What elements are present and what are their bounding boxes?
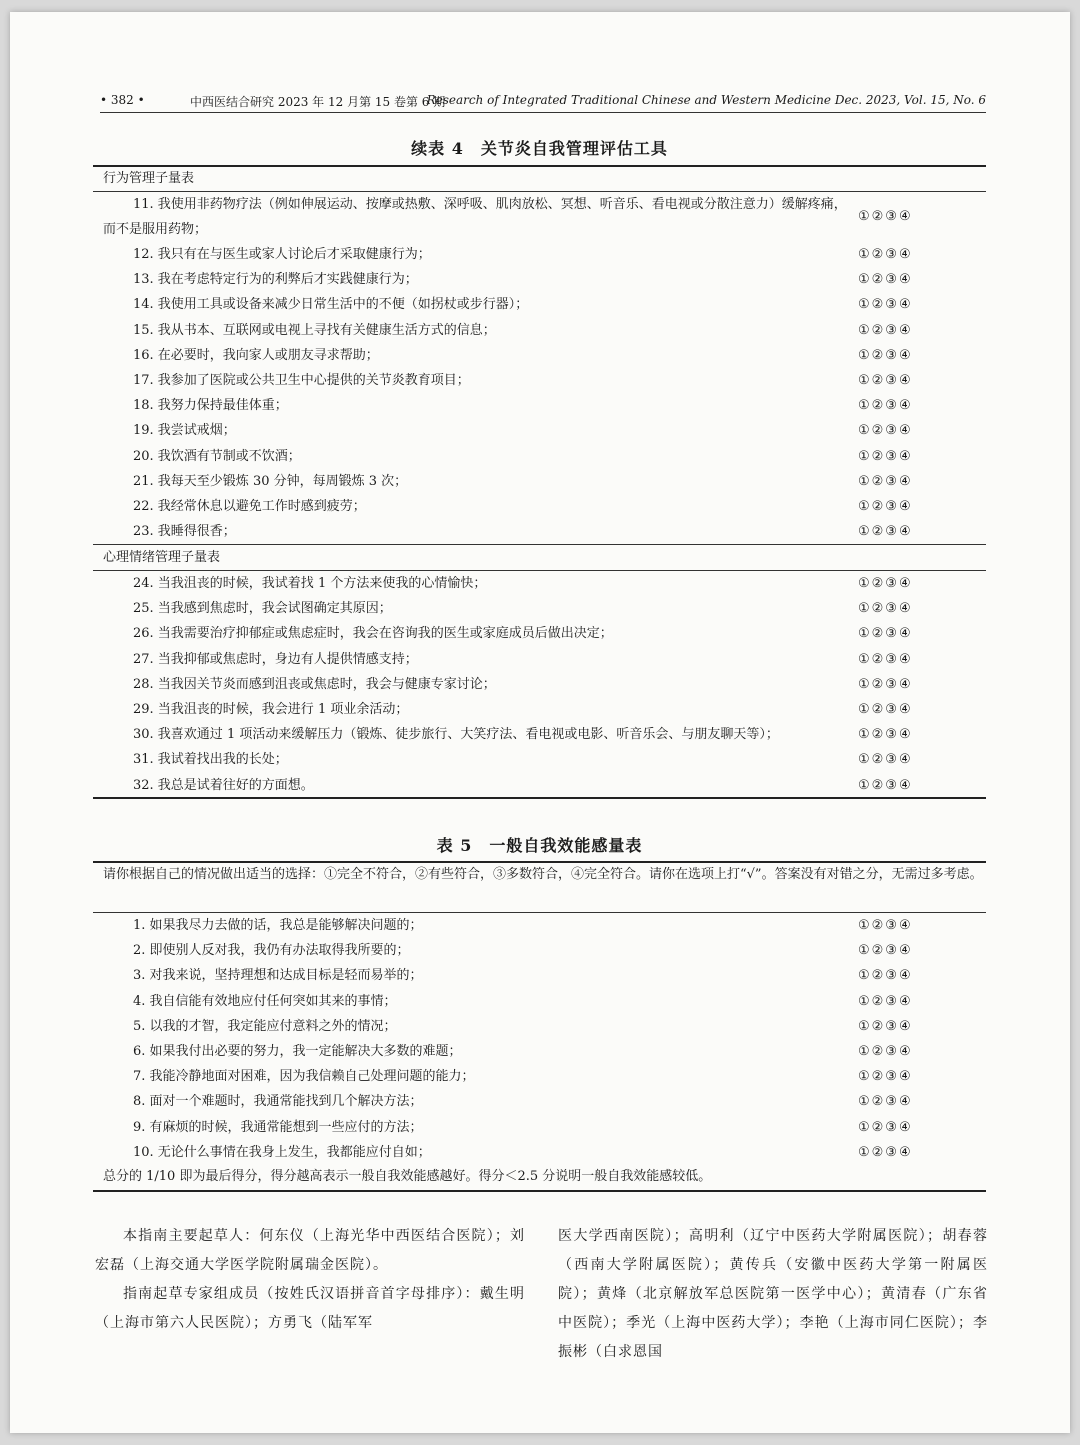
table5-item-options: ①②③④	[858, 1119, 913, 1135]
table4-item-row	[93, 722, 986, 747]
table5-instruction: 请你根据自己的情况做出适当的选择：①完全不符合，②有些符合，③多数符合，④完全符合。请你在选项上打“√”。答案没有对错之分，无需过多考虑。	[103, 867, 983, 882]
table4-item-11-options: ①②③④	[858, 209, 913, 224]
table4-item-options: ①②③④	[858, 576, 913, 591]
table5-item-row	[93, 989, 986, 1014]
table4-item-row	[93, 292, 986, 317]
table5-item-row	[93, 913, 986, 938]
table4-item-row	[93, 571, 986, 596]
table4-item-question: 22. 我经常休息以避免工作时感到疲劳；	[133, 499, 366, 514]
table4-item-row	[93, 242, 986, 267]
table4-item-question: 32. 我总是试着往好的方面想。	[133, 777, 314, 793]
body-paragraph-experts: 指南起草专家组成员（按姓氏汉语拼音首字母排序）：戴生明（上海市第六人民医院）；方勇飞（陆军军	[95, 1286, 525, 1331]
table5-footnote: 总分的 1/10 即为最后得分，得分越高表示一般自我效能感越好。得分＜2.5 分说明一般自我效能感较低。	[103, 1169, 712, 1184]
table5-item-question: 3. 对我来说，坚持理想和达成目标是轻而易举的；	[133, 968, 423, 984]
table5-item-row	[93, 1115, 986, 1140]
table4-item-question: 30. 我喜欢通过 1 项活动来缓解压力（锻炼、徒步旅行、大笑疗法、看电视或电影、听音乐会、与朋友聊天等）；	[133, 727, 779, 743]
page-number: • 382 •	[100, 93, 145, 107]
table5-item-options: ①②③④	[858, 1144, 913, 1160]
table4-item-options: ①②③④	[858, 297, 913, 313]
table4-item-row	[93, 494, 986, 519]
table4-item-options: ①②③④	[858, 676, 913, 692]
table4-item-options: ①②③④	[858, 601, 913, 617]
table5-item-options: ①②③④	[858, 1069, 913, 1085]
table5-item-options: ①②③④	[858, 1044, 913, 1059]
table4-item-row	[93, 444, 986, 469]
table4-item-options: ①②③④	[858, 322, 913, 338]
table5-item-row	[93, 1089, 986, 1114]
table4-title: 续表 4 关节炎自我管理评估工具	[411, 139, 668, 158]
table5-item-row	[93, 1140, 986, 1165]
table4-item-options: ①②③④	[858, 247, 913, 262]
table4-bottom-rule	[93, 797, 986, 799]
table4-item-question: 31. 我试着找出我的长处；	[133, 752, 288, 768]
table4-item-question: 26. 当我需要治疗抑郁症或焦虑症时，我会在咨询我的医生或家庭成员后做出决定；	[133, 626, 613, 642]
table5-item-question: 2. 即使别人反对我，我仍有办法取得我所要的；	[133, 943, 410, 959]
table4-item-row	[93, 596, 986, 621]
table5-item-question: 5. 以我的才智，我定能应付意料之外的情况；	[133, 1018, 397, 1034]
table4-item-options: ①②③④	[858, 398, 913, 414]
table4-item-question: 14. 我使用工具或设备来减少日常生活中的不便（如拐杖或步行器）；	[133, 297, 529, 313]
table5-item-options: ①②③④	[858, 918, 913, 933]
table4-item-row	[93, 368, 986, 393]
table4-item-options: ①②③④	[858, 373, 913, 388]
table4-item-options: ①②③④	[858, 423, 913, 439]
table4-top-rule	[93, 165, 986, 167]
table4-item-question: 25. 当我感到焦虑时，我会试图确定其原因；	[133, 601, 392, 617]
table4-item-question: 16. 在必要时，我向家人或朋友寻求帮助；	[133, 347, 379, 363]
table5-item-options: ①②③④	[858, 943, 913, 959]
table5-item-row	[93, 1064, 986, 1089]
table4-section-rule-2	[93, 544, 986, 545]
table5-item-options: ①②③④	[858, 1094, 913, 1110]
table4-item-question: 19. 我尝试戒烟；	[133, 423, 236, 439]
table4-item-11: 11. 我使用非药物疗法（例如伸展运动、按摩或热敷、深呼吸、肌肉放松、冥想、听音乐、看电视或分散注意力）缓解疼痛，而不是服用药物；	[103, 197, 847, 237]
table4-item-options: ①②③④	[858, 473, 913, 489]
table4-item-row	[93, 519, 986, 544]
table5-item-question: 10. 无论什么事情在我身上发生，我都能应付自如；	[133, 1144, 431, 1160]
table5-item-question: 8. 面对一个难题时，我通常能找到几个解决方法；	[133, 1094, 423, 1110]
body-paragraph-experts-cont: 医大学西南医院）；高明利（辽宁中医药大学附属医院）；胡春蓉（西南大学附属医院）；黄传兵（安徽中医药大学第一附属医院）；黄烽（北京解放军总医院第一医学中心）；黄清春（广东省中医院）；季光（上海中医药大学）；李艳（上海市同仁医院）；李振彬（白求恩国	[558, 1228, 988, 1360]
table4-item-options: ①②③④	[858, 272, 913, 288]
journal-name-cn: 中西医结合研究 2023 年 12 月第 15 卷第 6 期	[190, 95, 446, 109]
table5-item-options: ①②③④	[858, 1018, 913, 1034]
table5-item-options: ①②③④	[858, 993, 913, 1009]
table4-item-question: 20. 我饮酒有节制或不饮酒；	[133, 448, 301, 464]
table4-item-options: ①②③④	[858, 347, 913, 363]
body-right-column	[558, 1222, 988, 1367]
table5-item-question: 4. 我自信能有效地应付任何突如其来的事情；	[133, 993, 397, 1009]
table4-item-row	[93, 318, 986, 343]
table4-item-row	[93, 621, 986, 646]
table4-item-question: 13. 我在考虑特定行为的利弊后才实践健康行为；	[133, 272, 418, 288]
table5-item-question: 7. 我能冷静地面对困难，因为我信赖自己处理问题的能力；	[133, 1069, 475, 1085]
table4-item-row	[93, 393, 986, 418]
table4-item-row	[93, 697, 986, 722]
table4-section-behavior: 行为管理子量表	[103, 171, 195, 186]
table4-item-question: 17. 我参加了医院或公共卫生中心提供的关节炎教育项目；	[133, 373, 470, 388]
table4-item-question: 28. 当我因关节炎而感到沮丧或焦虑时，我会与健康专家讨论；	[133, 676, 496, 692]
table4-item-row	[93, 343, 986, 368]
table4-item-options: ①②③④	[858, 651, 913, 667]
table4-item-row	[93, 267, 986, 292]
table4-item-question: 21. 我每天至少锻炼 30 分钟，每周锻炼 3 次；	[133, 473, 408, 489]
table4-item-question: 27. 当我抑郁或焦虑时，身边有人提供情感支持；	[133, 651, 418, 667]
table4-item-options: ①②③④	[858, 752, 913, 768]
table4-item-options: ①②③④	[858, 524, 913, 540]
body-left-column	[95, 1222, 525, 1338]
table4-item-row	[93, 647, 986, 672]
table4-item-question: 15. 我从书本、互联网或电视上寻找有关健康生活方式的信息；	[133, 322, 496, 338]
table4-item-row	[93, 469, 986, 494]
table4-item-options: ①②③④	[858, 702, 913, 717]
table4-item-question: 12. 我只有在与医生或家人讨论后才采取健康行为；	[133, 247, 431, 262]
table4-item-row	[93, 773, 986, 798]
table5-item-row	[93, 963, 986, 988]
table5-item-question: 1. 如果我尽力去做的话，我总是能够解决问题的；	[133, 918, 423, 933]
table4-item-options: ①②③④	[858, 448, 913, 464]
table4-item-options: ①②③④	[858, 727, 913, 743]
running-header	[100, 90, 986, 113]
table5-title: 表 5 一般自我效能感量表	[436, 836, 643, 855]
table4-item-row	[93, 418, 986, 443]
table4-item-options: ①②③④	[858, 777, 913, 793]
journal-name-en: Research of Integrated Traditional Chinese and Western Medicine Dec. 2023, Vol. 15, No. 6	[426, 93, 986, 107]
table5-item-question: 6. 如果我付出必要的努力，我一定能解决大多数的难题；	[133, 1044, 462, 1059]
table4-item-question: 18. 我努力保持最佳体重；	[133, 398, 288, 414]
table5-bottom-rule	[93, 1190, 986, 1192]
table5-item-options: ①②③④	[858, 968, 913, 984]
table5-item-row	[93, 1039, 986, 1064]
table4-item-question: 23. 我睡得很香；	[133, 524, 236, 540]
table4-item-question: 29. 当我沮丧的时候，我会进行 1 项业余活动；	[133, 702, 409, 717]
table4-item-options: ①②③④	[858, 499, 913, 514]
body-paragraph-drafters: 本指南主要起草人：何东仪（上海光华中西医结合医院）；刘宏磊（上海交通大学医学院附属瑞金医院）。	[95, 1228, 525, 1273]
table4-item-options: ①②③④	[858, 626, 913, 642]
table4-item-row	[93, 672, 986, 697]
table4-section-emotion: 心理情绪管理子量表	[103, 550, 221, 565]
table5-item-question: 9. 有麻烦的时候，我通常能想到一些应付的方法；	[133, 1119, 423, 1135]
table4-item-row	[93, 747, 986, 772]
table5-item-row	[93, 938, 986, 963]
table5-item-row	[93, 1014, 986, 1039]
table4-item-question: 24. 当我沮丧的时候，我试着找 1 个方法来使我的心情愉快；	[133, 576, 487, 591]
